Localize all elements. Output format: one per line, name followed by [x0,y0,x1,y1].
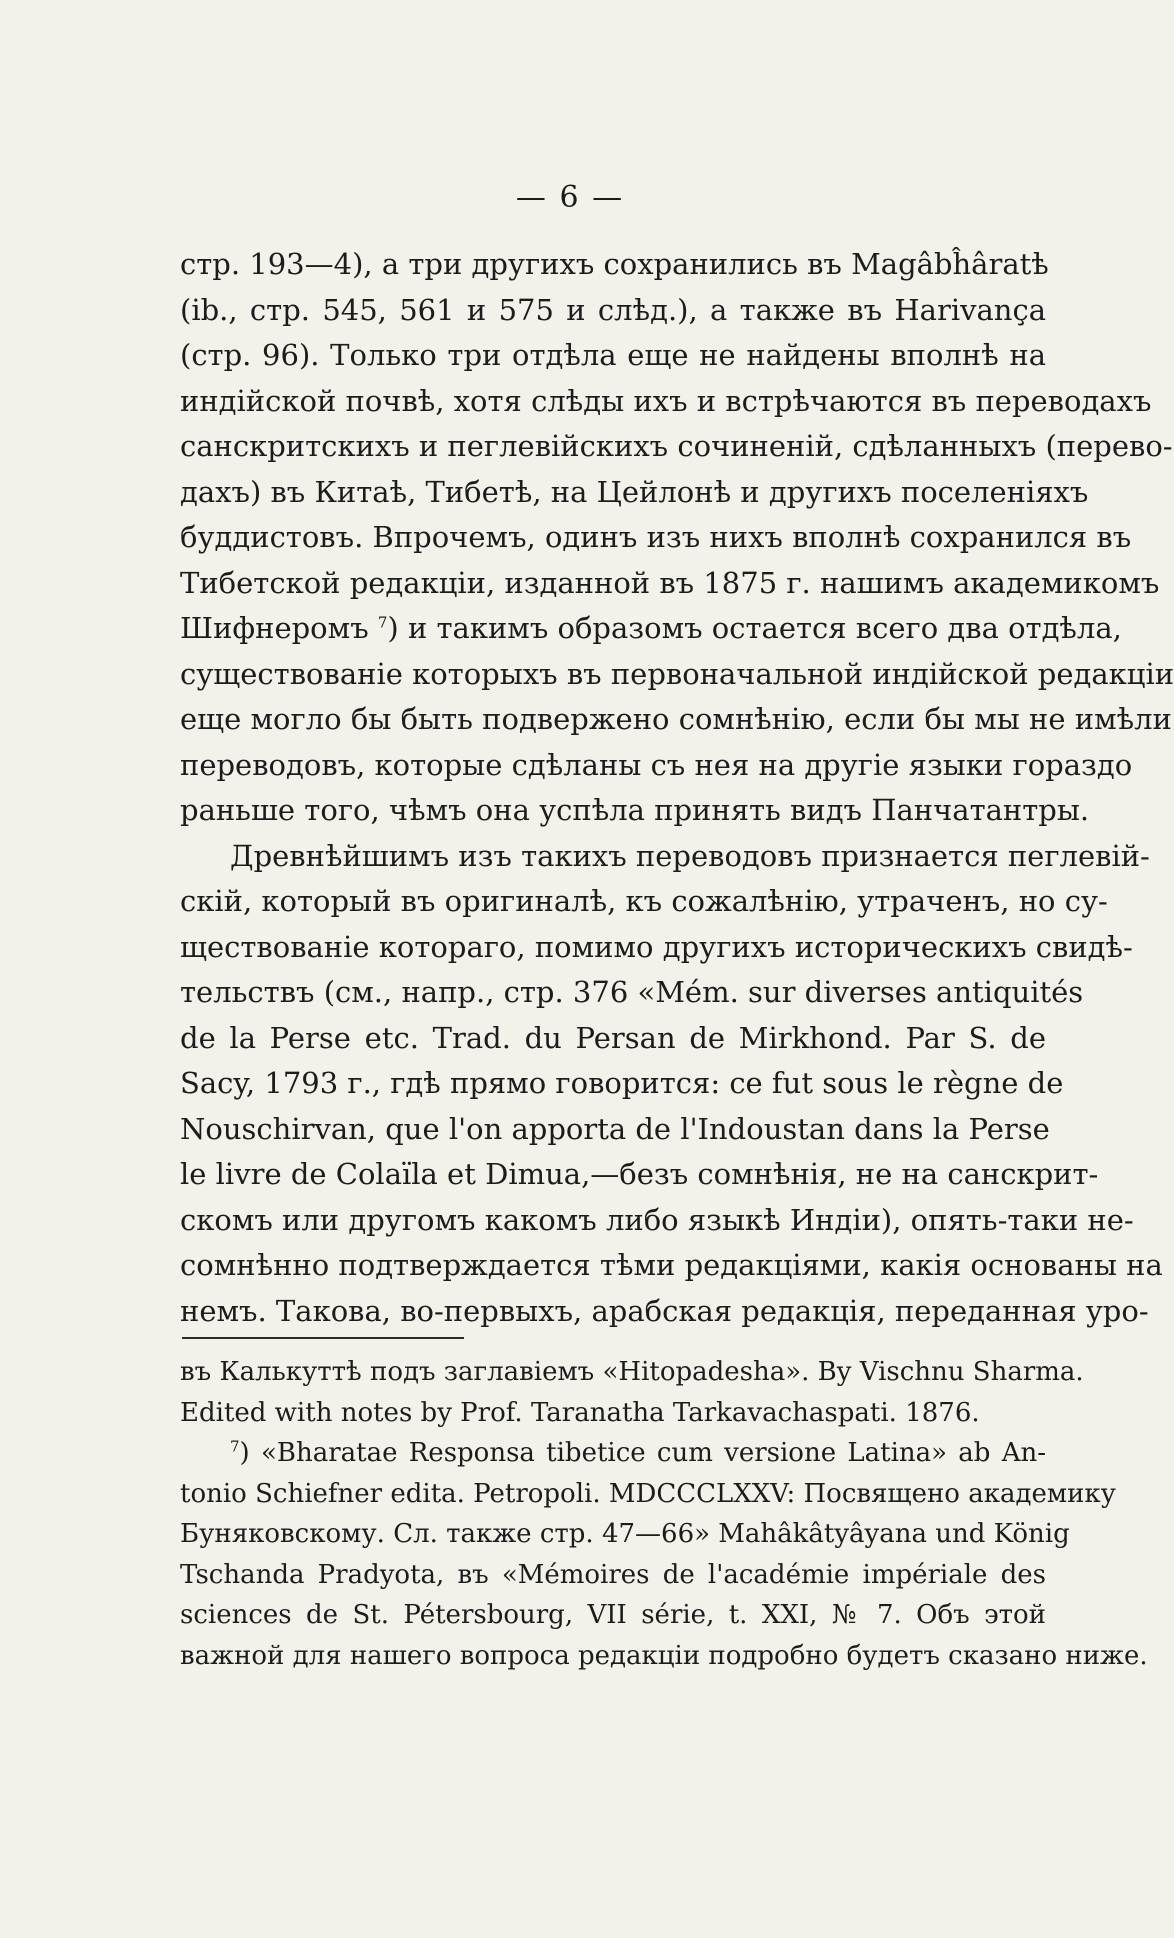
footnotes [180,1352,1148,1676]
text-line-with-footnote-ref [180,606,1122,652]
text-line: сомнѣнно подтверждается тѣми редакціями, какія основаны на [180,1248,1163,1282]
footnote-reference[interactable]: 7 [377,613,388,632]
text-fragment: Шифнеромъ [180,611,369,645]
text-line: дахъ) въ Китаѣ, Тибетѣ, на Цейлонѣ и другихъ поселеніяхъ [180,474,1089,509]
text-line: Древнѣйшимъ изъ такихъ переводовъ признается пеглевій- [230,838,1150,873]
footnote-line: Буняковскому. Сл. также стр. 47—66» Mahâkâtyâyana und König [180,1519,1070,1549]
footnote-line: Tschanda Pradyota, въ «Mémoires de l'académie impériale des [180,1559,1046,1590]
text-line: (стр. 96). Только три отдѣла еще не найдены вполнѣ на [180,338,1046,372]
text-line: скомъ или другомъ какомъ либо языкѣ Индіи), опять-таки не- [180,1202,1134,1237]
text-line: стр. 193—4), а три другихъ сохранились въ Magâbĥâratѣ [180,247,1049,281]
text-line: (ib., стр. 545, 561 и 575 и слѣд.), а также въ Harivança [180,292,1046,327]
text-line: Тибетской редакціи, изданной въ 1875 г. нашимъ академикомъ [180,565,1160,600]
text-line: скій, который въ оригиналѣ, къ сожалѣнію, утраченъ, но су- [180,884,1108,918]
text-line: le livre de Colaïla et Dimua,—безъ сомнѣнія, не на санскрит- [180,1157,1099,1191]
text-line: Nouschirvan, que l'on apporta de l'Indoustan dans la Perse [180,1111,1050,1146]
main-text [180,242,1174,1334]
text-line: раньше того, чѣмъ она успѣла принять видъ Панчатантры. [180,793,1090,827]
text-line: Sacy, 1793 г., гдѣ прямо говорится: ce fut sous le règne de [180,1066,1064,1100]
footnote-text: ) «Bharatae Responsa tibetice cum versione Latina» ab An- [239,1438,1046,1468]
text-line: индійской почвѣ, хотя слѣды ихъ и встрѣчаются въ переводахъ [180,383,1152,418]
footnote-7 [180,1433,1046,1474]
text-line: существованіе которыхъ въ первоначальной индійской редакціи [180,656,1174,691]
text-line: ществованіе котораго, помимо другихъ историческихъ свидѣ- [180,929,1133,964]
text-line: тельствъ (см., напр., стр. 376 «Mém. sur diverses antiquités [180,975,1084,1009]
text-fragment: ) и такимъ образомъ остается всего два отдѣла, [387,611,1122,645]
text-line: de la Perse etc. Trad. du Persan de Mirkhond. Par S. de [180,1020,1046,1055]
footnote-line: важной для нашего вопроса редакціи подробно будетъ сказано ниже. [180,1640,1148,1671]
text-line: немъ. Такова, во-первыхъ, арабская редакція, переданная уро- [180,1293,1149,1328]
footnote-marker: 7 [230,1437,240,1456]
text-line: еще могло бы быть подвержено сомнѣнію, если бы мы не имѣли [180,702,1172,736]
text-line: буддистовъ. Впрочемъ, одинъ изъ нихъ вполнѣ сохранился въ [180,520,1132,554]
footnote-line: въ Калькуттѣ подъ заглавіемъ «Hitopadesha». By Vischnu Sharma. [180,1357,1084,1387]
text-line: переводовъ, которые сдѣланы съ нея на другіе языки гораздо [180,747,1133,782]
footnote-separator [182,1337,464,1339]
footnote-line: Edited with notes by Prof. Taranatha Tarkavachaspati. 1876. [180,1397,980,1428]
footnote-line: tonio Schiefner edita. Petropoli. MDCCCLXXV: Посвящено академику [180,1478,1116,1509]
text-line: санскритскихъ и пеглевійскихъ сочиненій, сдѣланныхъ (перево- [180,429,1173,463]
footnote-line: sciences de St. Pétersbourg, VII série, t. XXI, № 7. Объ этой [180,1600,1046,1630]
page-number: — 6 — [515,180,625,215]
